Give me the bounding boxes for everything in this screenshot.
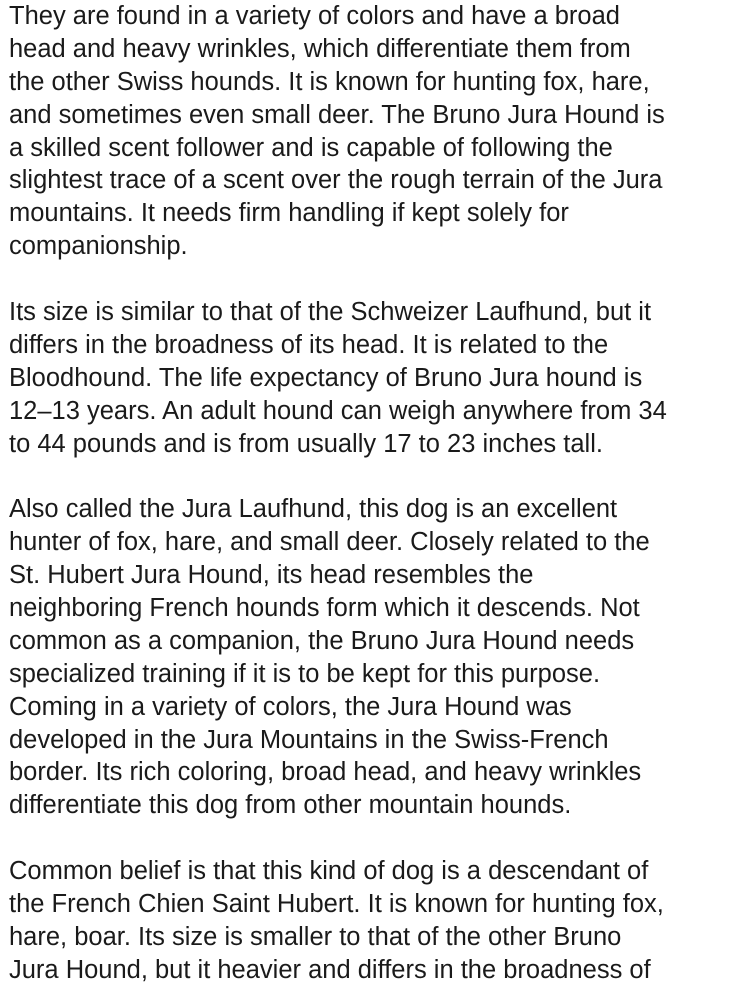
paragraph-gap	[9, 460, 750, 493]
text-line: Coming in a variety of colors, the Jura Hound was	[9, 692, 572, 721]
text-line: Common belief is that this kind of dog is a descendant of	[9, 857, 649, 886]
text-line: to 44 pounds and is from usually 17 to 23 inches tall.	[9, 429, 603, 458]
text-line: Also called the Jura Laufhund, this dog is an excellent	[9, 495, 618, 524]
text-line: Jura Hound, but it heavier and differs in the broadness of	[9, 955, 651, 984]
text-line: and sometimes even small deer. The Bruno Jura Hound is	[9, 100, 665, 129]
text-line: differentiate this dog from other mountain hounds.	[9, 791, 572, 820]
paragraph-3	[9, 493, 750, 822]
text-line: slightest trace of a scent over the rough terrain of the Jura	[9, 166, 663, 195]
text-line: 12–13 years. An adult hound can weigh anywhere from 34	[9, 396, 667, 425]
paragraph-2	[9, 296, 750, 460]
text-line: the French Chien Saint Hubert. It is known for hunting fox,	[9, 890, 664, 919]
text-line: Its size is similar to that of the Schweizer Laufhund, but it	[9, 298, 652, 327]
text-line: differs in the broadness of its head. It is related to the	[9, 330, 609, 359]
text-line: specialized training if it is to be kept for this purpose.	[9, 659, 601, 688]
text-line: They are found in a variety of colors and have a broad	[9, 2, 620, 30]
text-line: hunter of fox, hare, and small deer. Closely related to the	[9, 528, 650, 557]
text-line: neighboring French hounds form which it descends. Not	[9, 594, 640, 623]
text-line: Bloodhound. The life expectancy of Bruno Jura hound is	[9, 363, 643, 392]
text-line: developed in the Jura Mountains in the Swiss-French	[9, 725, 609, 754]
text-line: mountains. It needs firm handling if kept solely for	[9, 199, 569, 228]
text-line: hare, boar. Its size is smaller to that of the other Bruno	[9, 922, 622, 951]
paragraph-gap	[9, 822, 750, 855]
paragraph-1	[9, 0, 750, 263]
text-line: a skilled scent follower and is capable of following the	[9, 133, 613, 162]
text-line: St. Hubert Jura Hound, its head resembles the	[9, 561, 534, 590]
paragraph-gap	[9, 263, 750, 296]
text-line: border. Its rich coloring, broad head, and heavy wrinkles	[9, 758, 642, 787]
text-line: companionship.	[9, 232, 188, 261]
text-line: common as a companion, the Bruno Jura Hound needs	[9, 626, 635, 655]
text-line: the other Swiss hounds. It is known for hunting fox, hare,	[9, 67, 650, 96]
paragraph-4	[9, 855, 750, 987]
text-line: head and heavy wrinkles, which differentiate them from	[9, 34, 631, 63]
